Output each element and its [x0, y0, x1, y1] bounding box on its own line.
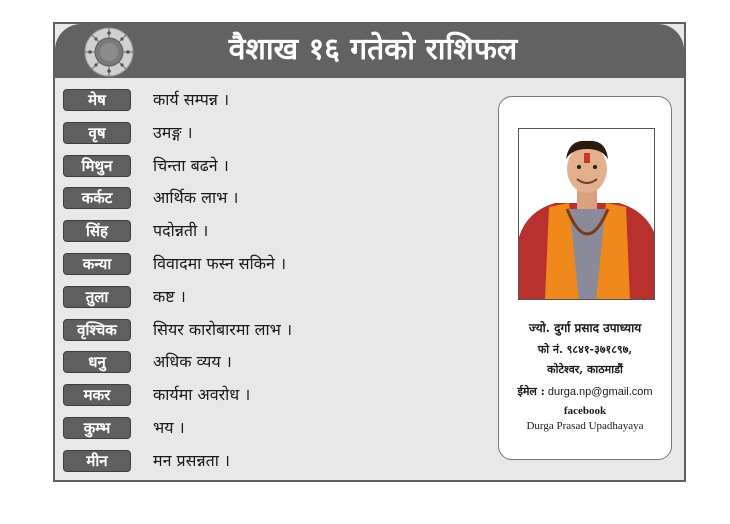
sign-row: [63, 350, 483, 374]
sign-badge: मिथुन: [63, 155, 131, 177]
sign-prediction: विवादमा फस्न सकिने ।: [153, 254, 287, 273]
sign-badge: मेष: [63, 89, 131, 111]
sign-badge: वृष: [63, 122, 131, 144]
sign-badge: कर्कट: [63, 187, 131, 209]
sign-row: [63, 383, 483, 407]
facebook-name[interactable]: Durga Prasad Upadhayaya: [526, 420, 644, 432]
astrologer-photo: [518, 128, 655, 300]
sign-row: [63, 285, 483, 309]
sign-badge: कुम्भ: [63, 417, 131, 439]
sign-prediction: कार्य सम्पन्न ।: [153, 90, 230, 109]
sign-row: [63, 318, 483, 342]
sign-prediction: भय ।: [153, 418, 185, 437]
sign-prediction: कष्ट ।: [153, 286, 186, 306]
astrologer-address: कोटेश्वर, काठमाडौं: [547, 363, 623, 376]
astrologer-card: [498, 96, 672, 460]
sign-badge: धनु: [63, 351, 131, 373]
sign-row: [63, 88, 483, 112]
email-address[interactable]: durga.np@gmail.com: [547, 386, 653, 398]
sign-row: [63, 449, 483, 473]
sign-badge: तुला: [63, 286, 131, 308]
page-title: वैशाख १६ गतेको राशिफल: [228, 32, 518, 67]
sign-prediction: आर्थिक लाभ ।: [153, 188, 239, 208]
astrologer-name: ज्यो. दुर्गा प्रसाद उपाध्याय: [528, 321, 642, 335]
sign-prediction: चिन्ता बढने ।: [153, 155, 229, 175]
sign-prediction: पदोन्नती ।: [153, 221, 209, 241]
sign-row: [63, 416, 483, 440]
sign-prediction: अधिक व्यय ।: [153, 352, 232, 372]
sign-row: [63, 121, 483, 145]
facebook-label: facebook: [563, 405, 607, 417]
sign-prediction: कार्यमा अवरोध ।: [153, 385, 251, 405]
sign-row: [63, 154, 483, 178]
sign-badge: सिंह: [63, 220, 131, 242]
astrologer-phone: फो नं. ९८४१-३७१८९७,: [537, 343, 633, 356]
sign-badge: मकर: [63, 384, 131, 406]
sign-badge: कन्या: [63, 253, 131, 275]
zodiac-wheel-icon: [83, 26, 135, 78]
sign-prediction: सियर कारोबारमा लाभ ।: [153, 319, 293, 339]
email-label: ईमेल :: [517, 385, 545, 398]
sign-row: [63, 186, 483, 210]
header-bar: [55, 24, 684, 78]
horoscope-card: [53, 22, 686, 482]
sign-badge: मीन: [63, 450, 131, 472]
sign-prediction: मन प्रसन्नता ।: [153, 450, 230, 470]
sign-badge: वृश्चिक: [63, 319, 131, 341]
sign-row: [63, 219, 483, 243]
sign-row: [63, 252, 483, 276]
astrologer-email-line: [499, 384, 671, 399]
sign-prediction: उमङ्ग ।: [153, 122, 193, 142]
